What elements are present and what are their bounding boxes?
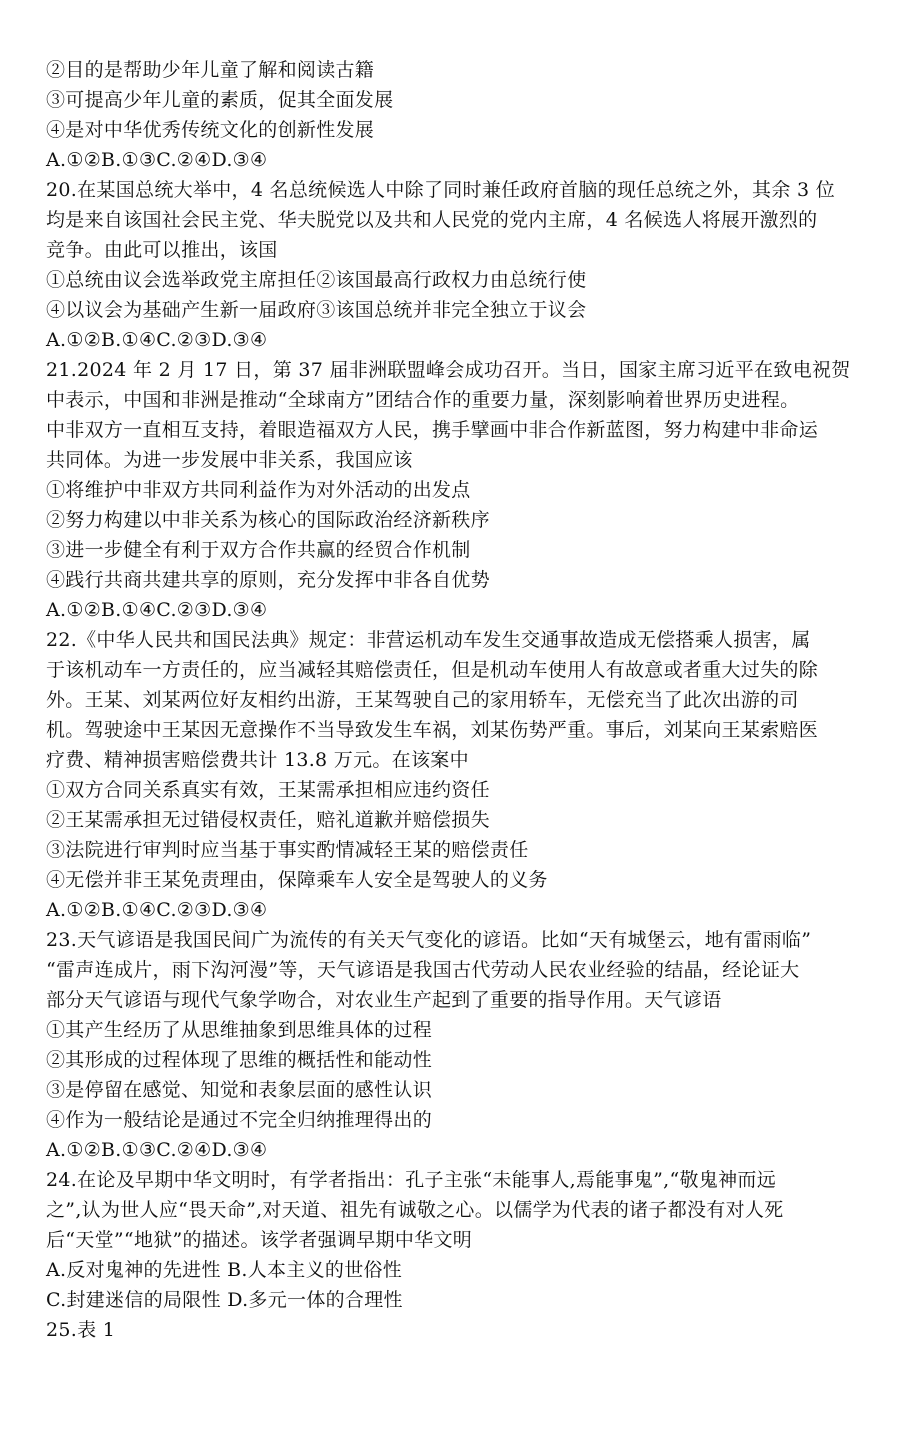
question-stem-line: 共同体。为进一步发展中非关系，我国应该 — [46, 449, 413, 471]
answer-choices: A.①②B.①③C.②④D.③④ — [46, 149, 268, 171]
question-stem-line: 中非双方一直相互支持，着眼造福双方人民，携手擘画中非合作新蓝图，努力构建中非命运 — [46, 419, 819, 441]
option-line: ③进一步健全有利于双方合作共赢的经贸合作机制 — [46, 539, 471, 561]
option-line: ①将维护中非双方共同利益作为对外活动的出发点 — [46, 479, 471, 501]
question-22 — [46, 625, 876, 925]
option-line: ③法院进行审判时应当基于事实酌情减轻王某的赔偿责任 — [46, 839, 529, 861]
option-line: A.反对鬼神的先进性 B.人本主义的世俗性 — [46, 1259, 403, 1281]
option-line: ④无偿并非王某免责理由，保障乘车人安全是驾驶人的义务 — [46, 869, 548, 891]
option-line: ③可提高少年儿童的素质，促其全面发展 — [46, 89, 394, 111]
option-line: ②王某需承担无过错侵权责任，赔礼道歉并赔偿损失 — [46, 809, 490, 831]
question-stem-line: 之”,认为世人应“畏天命”,对天道、祖先有诚敬之心。以儒学为代表的诸子都没有对人死 — [46, 1199, 784, 1221]
option-line: ④以议会为基础产生新一届政府③该国总统并非完全独立于议会 — [46, 299, 587, 321]
question-stem-line: 中表示，中国和非洲是推动“全球南方”团结合作的重要力量，深刻影响着世界历史进程。 — [46, 389, 800, 411]
question-20 — [46, 175, 876, 355]
question-stem-line: 机。驾驶途中王某因无意操作不当导致发生车祸，刘某伤势严重。事后，刘某向王某索赔医 — [46, 719, 819, 741]
question-stem-line: 外。王某、刘某两位好友相约出游，王某驾驶自己的家用轿车，无偿充当了此次出游的司 — [46, 689, 799, 711]
option-line: ②其形成的过程体现了思维的概括性和能动性 — [46, 1049, 433, 1071]
question-stem-line: 部分天气谚语与现代气象学吻合，对农业生产起到了重要的指导作用。天气谚语 — [46, 989, 722, 1011]
question-stem-line: 均是来自该国社会民主党、华夫脱党以及共和人民党的党内主席，4 名候选人将展开激烈的 — [46, 209, 818, 231]
option-line: ②目的是帮助少年儿童了解和阅读古籍 — [46, 59, 375, 81]
answer-choices: A.①②B.①④C.②③D.③④ — [46, 899, 268, 921]
question-stem-line: 25.表 1 — [46, 1319, 116, 1341]
question-19-tail — [46, 55, 876, 175]
option-line: ④践行共商共建共享的原则，充分发挥中非各自优势 — [46, 569, 490, 591]
question-stem-line: 于该机动车一方责任的，应当减轻其赔偿责任，但是机动车使用人有故意或者重大过失的除 — [46, 659, 819, 681]
exam-page — [46, 55, 876, 1345]
option-line: C.封建迷信的局限性 D.多元一体的合理性 — [46, 1289, 403, 1311]
answer-choices: A.①②B.①④C.②③D.③④ — [46, 329, 268, 351]
question-stem-line: 后“天堂”“地狱”的描述。该学者强调早期中华文明 — [46, 1229, 473, 1251]
question-stem-line: 24.在论及早期中华文明时，有学者指出：孔子主张“未能事人,焉能事鬼”,“敬鬼神而远 — [46, 1169, 777, 1191]
question-stem-line: 竞争。由此可以推出，该国 — [46, 239, 278, 261]
question-stem-line: 21.2024 年 2 月 17 日，第 37 届非洲联盟峰会成功召开。当日，国家主席习近平在致电祝贺 — [46, 359, 851, 381]
answer-choices: A.①②B.①④C.②③D.③④ — [46, 599, 268, 621]
answer-choices: A.①②B.①③C.②④D.③④ — [46, 1139, 268, 1161]
question-stem-line: 疗费、精神损害赔偿费共计 13.8 万元。在该案中 — [46, 749, 469, 771]
option-line: ①双方合同关系真实有效，王某需承担相应违约资任 — [46, 779, 490, 801]
option-line: ②努力构建以中非关系为核心的国际政治经济新秩序 — [46, 509, 490, 531]
option-line: ③是停留在感觉、知觉和表象层面的感性认识 — [46, 1079, 433, 1101]
question-stem-line: 22.《中华人民共和国民法典》规定：非营运机动车发生交通事故造成无偿搭乘人损害，属 — [46, 629, 811, 651]
option-line: ①其产生经历了从思维抽象到思维具体的过程 — [46, 1019, 433, 1041]
question-25 — [46, 1315, 876, 1345]
question-24 — [46, 1165, 876, 1315]
option-line: ④作为一般结论是通过不完全归纳推理得出的 — [46, 1109, 433, 1131]
question-23 — [46, 925, 876, 1165]
question-stem-line: 20.在某国总统大举中，4 名总统候选人中除了同时兼任政府首脑的现任总统之外，其余 3 位 — [46, 179, 836, 201]
question-stem-line: 23.天气谚语是我国民间广为流传的有关天气变化的谚语。比如“天有城堡云，地有雷雨临” — [46, 929, 812, 951]
option-line: ④是对中华优秀传统文化的创新性发展 — [46, 119, 375, 141]
question-stem-line: “雷声连成片，雨下沟河漫”等，天气谚语是我国古代劳动人民农业经验的结晶，经论证大 — [46, 959, 800, 981]
option-line: ①总统由议会选举政党主席担任②该国最高行政权力由总统行使 — [46, 269, 587, 291]
question-21 — [46, 355, 876, 625]
